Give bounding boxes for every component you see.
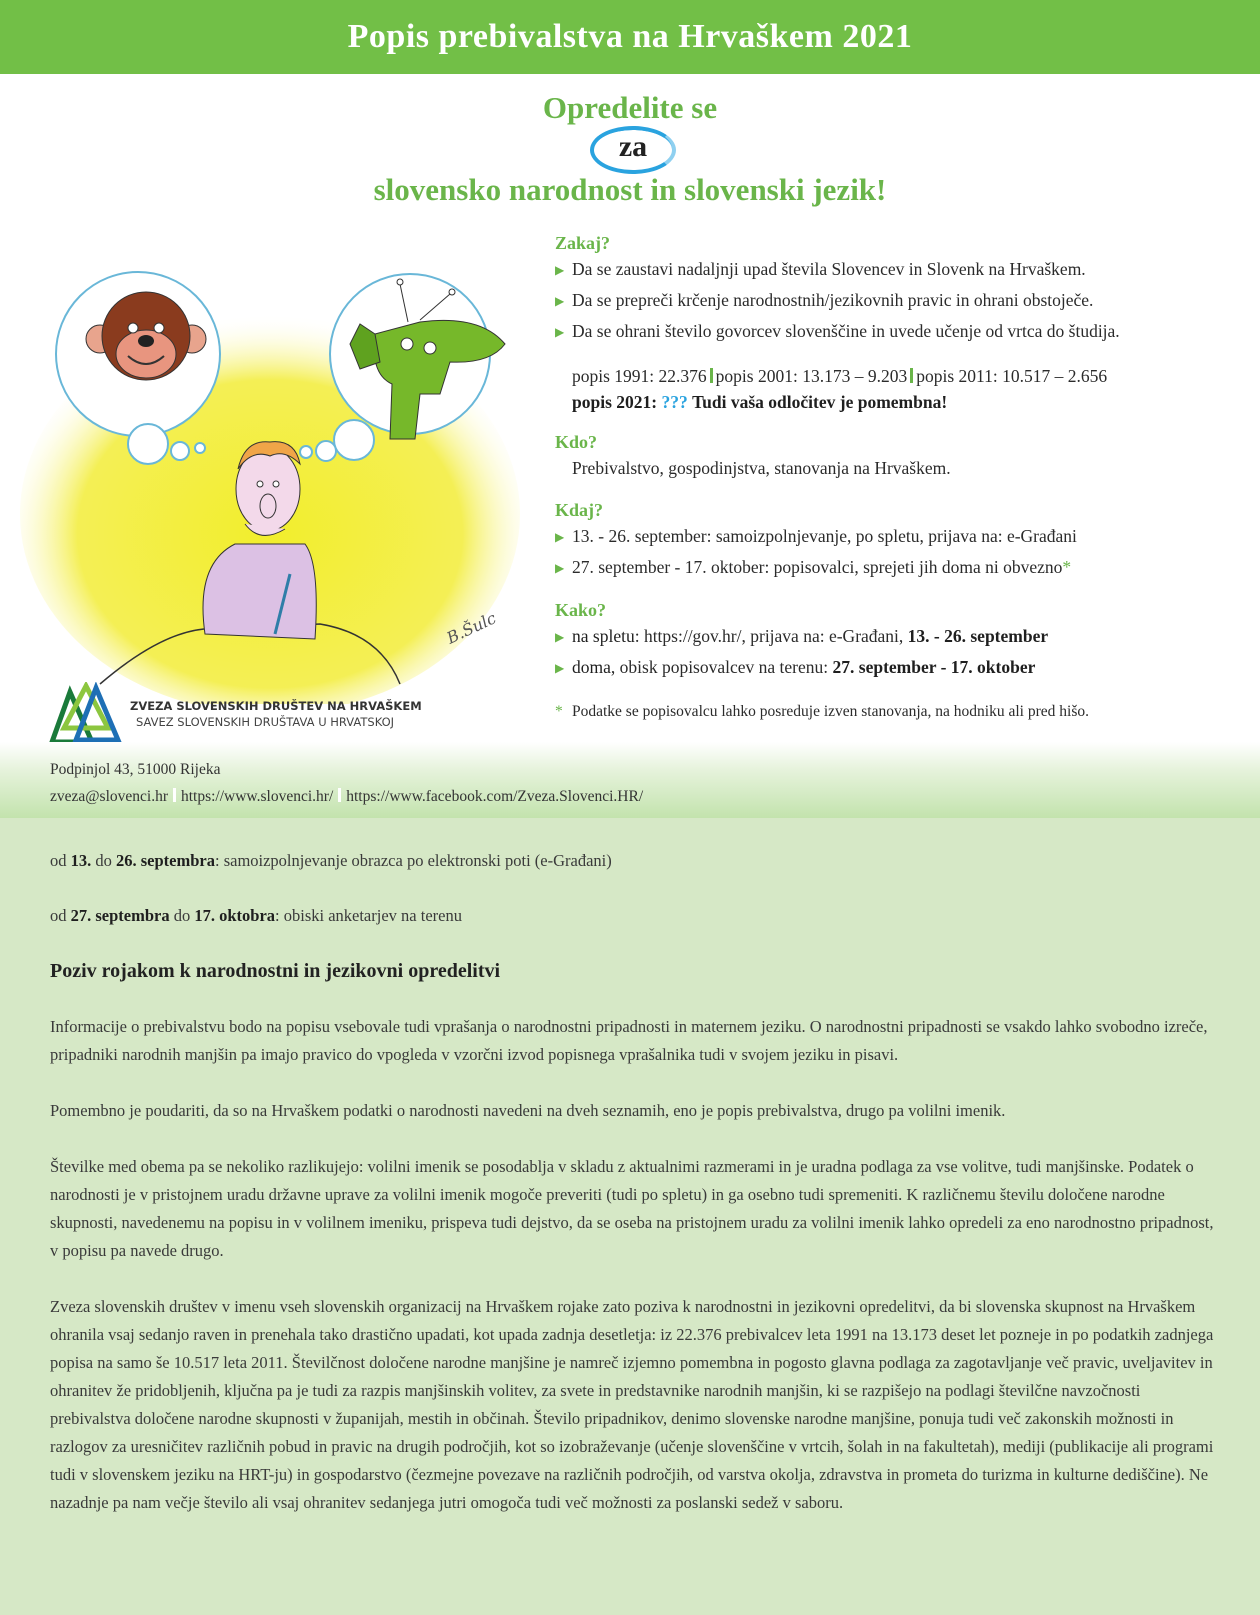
list-item: [555, 521, 1255, 552]
thought-dot: [128, 424, 168, 464]
kako-item-2-mid: , obisk popisovalcev na terenu:: [610, 657, 833, 677]
org-name-sl: ZVEZA SLOVENSKIH DRUŠTEV NA HRVAŠKEM: [130, 699, 422, 713]
address: Podpinjol 43, 51000 Rijeka: [50, 761, 221, 778]
kdo-text: Prebivalstvo, gospodinjstva, stanovanja na Hrvaškem.: [572, 458, 951, 478]
footnote-text: Podatke se popisovalcu lahko posreduje izven stanovanja, na hodniku ali pred hišo.: [572, 703, 1089, 720]
article-paragraph: Zveza slovenskih društev v imenu vseh slovenskih organizacij na Hrvaškem rojake zato poziva k narodnostni in jezikovni opredelitvi, da bi slovenska skupnost na Hrvaškem ohranila vsaj sedanjo raven in prenehala tako drastično upadati, kot upada zadnja desetletja: iz 22.376 prebivalcev leta 1991 na 13.173 deset let pozneje in po podatkih zadnjega popisa na samo še 10.517 leta 2011. Številčnost določene narodne manjšine je namreč izjemno pomembna in pogosto glavna podlaga za zagotavljanje več pravic, uveljavitev in ohranitev že pridobljenih, ključna pa je tudi za razpis manjšinskih volitev, za svete in predstavnike narodnih manjšin, ki se razpišejo na podlagi številčne navzočnosti prebivalstva določene narodne skupnosti v županijah, mestih in občinah. Število pripadnikov, denimo slovenske narodne manjšine, ponuja tudi več zakonskih možnosti in razlogov za uresničitev različnih pobud in pravic na drugih področjih, kot so izobraževanje (učenje slovenščine v vrtcih, šolah in na fakultetah), mediji (publikacije ali programi tudi v slovenskem jeziku na HRT-ju) in gospodarstvo (čezmejne povezave na različnih področjih, od varstva okolja, zdravstva in prometa do turizma in kulturne dediščine). Ne nazadnje pa nam večje število ali vsaj ohranitev sedanjega jutri omogoča tudi več možnosti za poslanski sedež v saboru.: [50, 1297, 1214, 1512]
cartoon-illustration: [20, 244, 520, 704]
stat-1991: popis 1991: 22.376: [572, 366, 707, 386]
bullet-triangle-icon: ▶: [555, 661, 565, 675]
kako-heading: Kako?: [555, 600, 607, 620]
bullet-triangle-icon: ▶: [555, 630, 565, 644]
separator-bar: [910, 368, 913, 383]
kako-item-2-lead: doma: [572, 657, 611, 677]
organization-logo: [48, 682, 422, 746]
footnote: [555, 697, 1255, 727]
separator-bar: [710, 368, 713, 383]
bullet-triangle-icon: ▶: [555, 263, 565, 277]
zakaj-heading: Zakaj?: [555, 233, 611, 253]
org-name-hr: SAVEZ SLOVENSKIH DRUŠTAVA U HRVATSKOJ: [136, 715, 395, 729]
triangles-logo-icon: [48, 682, 122, 746]
thought-dot: [195, 443, 205, 453]
headline-line3: slovensko narodnost in slovenski jezik!: [373, 172, 887, 207]
list-item: [555, 254, 1255, 285]
stat-2011: popis 2011: 10.517 – 2.656: [916, 366, 1108, 386]
zakaj-item-2: Da se prepreči krčenje narodnostnih/jezikovnih pravic in ohrani obstoječe.: [572, 290, 1094, 310]
kdaj-heading: Kdaj?: [555, 500, 604, 520]
separator-bar: [173, 788, 176, 802]
footnote-star: *: [555, 703, 563, 720]
list-item: [555, 285, 1255, 316]
thought-dot: [171, 442, 189, 460]
list-item: [555, 316, 1255, 347]
artist-signature: B.Šulc: [443, 608, 499, 648]
stat-2001: popis 2001: 13.173 – 9.203: [715, 366, 908, 386]
article-heading: Poziv rojakom k narodnostni in jezikovni opredelitvi: [50, 960, 501, 982]
article: [50, 850, 1220, 1545]
zakaj-item-1: Da se zaustavi nadaljnji upad števila Slovencev in Slovenk na Hrvaškem.: [572, 259, 1086, 279]
kdaj-item-2: 27. september - 17. oktober: popisovalci, sprejeti jih doma ni obvezno: [572, 557, 1063, 577]
thought-dot: [300, 446, 312, 458]
bullet-triangle-icon: ▶: [555, 561, 565, 575]
thought-dot: [334, 420, 374, 460]
kako-item-1-bold: 13. - 26. september: [907, 626, 1049, 646]
headline-line1: Opredelite se: [542, 90, 718, 125]
stat-2021-tail: Tudi vaša odločitev je pomembna!: [692, 392, 948, 412]
email-link[interactable]: zveza@slovenci.hr: [50, 788, 168, 805]
list-item: [555, 552, 1255, 583]
article-paragraph: Številke med obema pa se nekoliko razlikujejo: volilni imenik se posodablja v skladu z aktualnimi razmerami in je uradna podlaga za vse volitve, tudi manjšinske. Podatek o narodnosti je v pristojnem uradu državne uprave za volilni imenik mogoče preveriti (tudi po spletu) in ga osebno tudi spremeniti. K različnemu številu določene narodne skupnosti, navedenemu na popisu in v volilnem imeniku, prispeva tudi dejstvo, da se oseba na pristojnem uradu za volilni imenik lahko opredeli za eno narodnostno pripadnost, v popisu pa navede drugo.: [50, 1157, 1214, 1260]
article-paragraph: Informacije o prebivalstvu bodo na popisu vsebovale tudi vprašanja o narodnostni pripadnosti in maternem jeziku. O narodnostni pripadnosti se vsakdo lahko svobodno izreče, pripadniki narodnih manjšin pa imajo pravico do vpogleda v vzorčni izvod popisnega vprašalnika tudi v svojem jeziku in pisavi.: [50, 1017, 1208, 1064]
bullet-triangle-icon: ▶: [555, 325, 565, 339]
kdo-heading: Kdo?: [555, 432, 598, 452]
bullet-triangle-icon: ▶: [555, 530, 565, 544]
list-item: [555, 621, 1255, 652]
census-stats: [555, 363, 1255, 415]
kdaj-item-1: 13. - 26. september: samoizpolnjevanje, po spletu, prijava na: e-Građani: [572, 526, 1077, 546]
website-link[interactable]: https://www.slovenci.hr/: [180, 788, 334, 805]
stat-2021-value: ???: [661, 392, 688, 412]
footnote-marker: *: [1062, 557, 1072, 577]
date-line-2: od 27. septembra do 17. oktobra: obiski anketarjev na terenu: [50, 906, 462, 925]
info-panel: [555, 232, 1255, 727]
kako-item-2-bold: 27. september - 17. oktober: [832, 657, 1036, 677]
list-item: [555, 652, 1255, 683]
date-line-1: od 13. do 26. septembra: samoizpolnjevanje obrazca po elektronski poti (e-Građani): [50, 851, 612, 870]
article-paragraph: Pomembno je poudariti, da so na Hrvaškem podatki o narodnosti navedeni na dveh seznamih, eno je popis prebivalstva, drugo pa volilni imenik.: [50, 1101, 1006, 1120]
kako-item-1-mid: : https://gov.hr/, prijava na: e-Građani,: [634, 626, 908, 646]
poster: [0, 74, 1260, 742]
contact-info: [50, 756, 643, 810]
kako-item-1-lead: na spletu: [572, 626, 635, 646]
thought-dot: [316, 441, 336, 461]
headline-line2: za: [618, 130, 648, 163]
bullet-triangle-icon: ▶: [555, 294, 565, 308]
za-badge: [590, 126, 676, 174]
top-banner: [0, 0, 1260, 74]
zakaj-item-3: Da se ohrani število govorcev slovenščine in uvede učenje od vrtca do študija.: [572, 321, 1120, 341]
separator-bar: [338, 788, 341, 802]
banner-title: Popis prebivalstva na Hrvaškem 2021: [347, 18, 913, 55]
facebook-link[interactable]: https://www.facebook.com/Zveza.Slovenci.HR/: [346, 788, 644, 805]
stat-2021-label: popis 2021:: [572, 392, 658, 412]
